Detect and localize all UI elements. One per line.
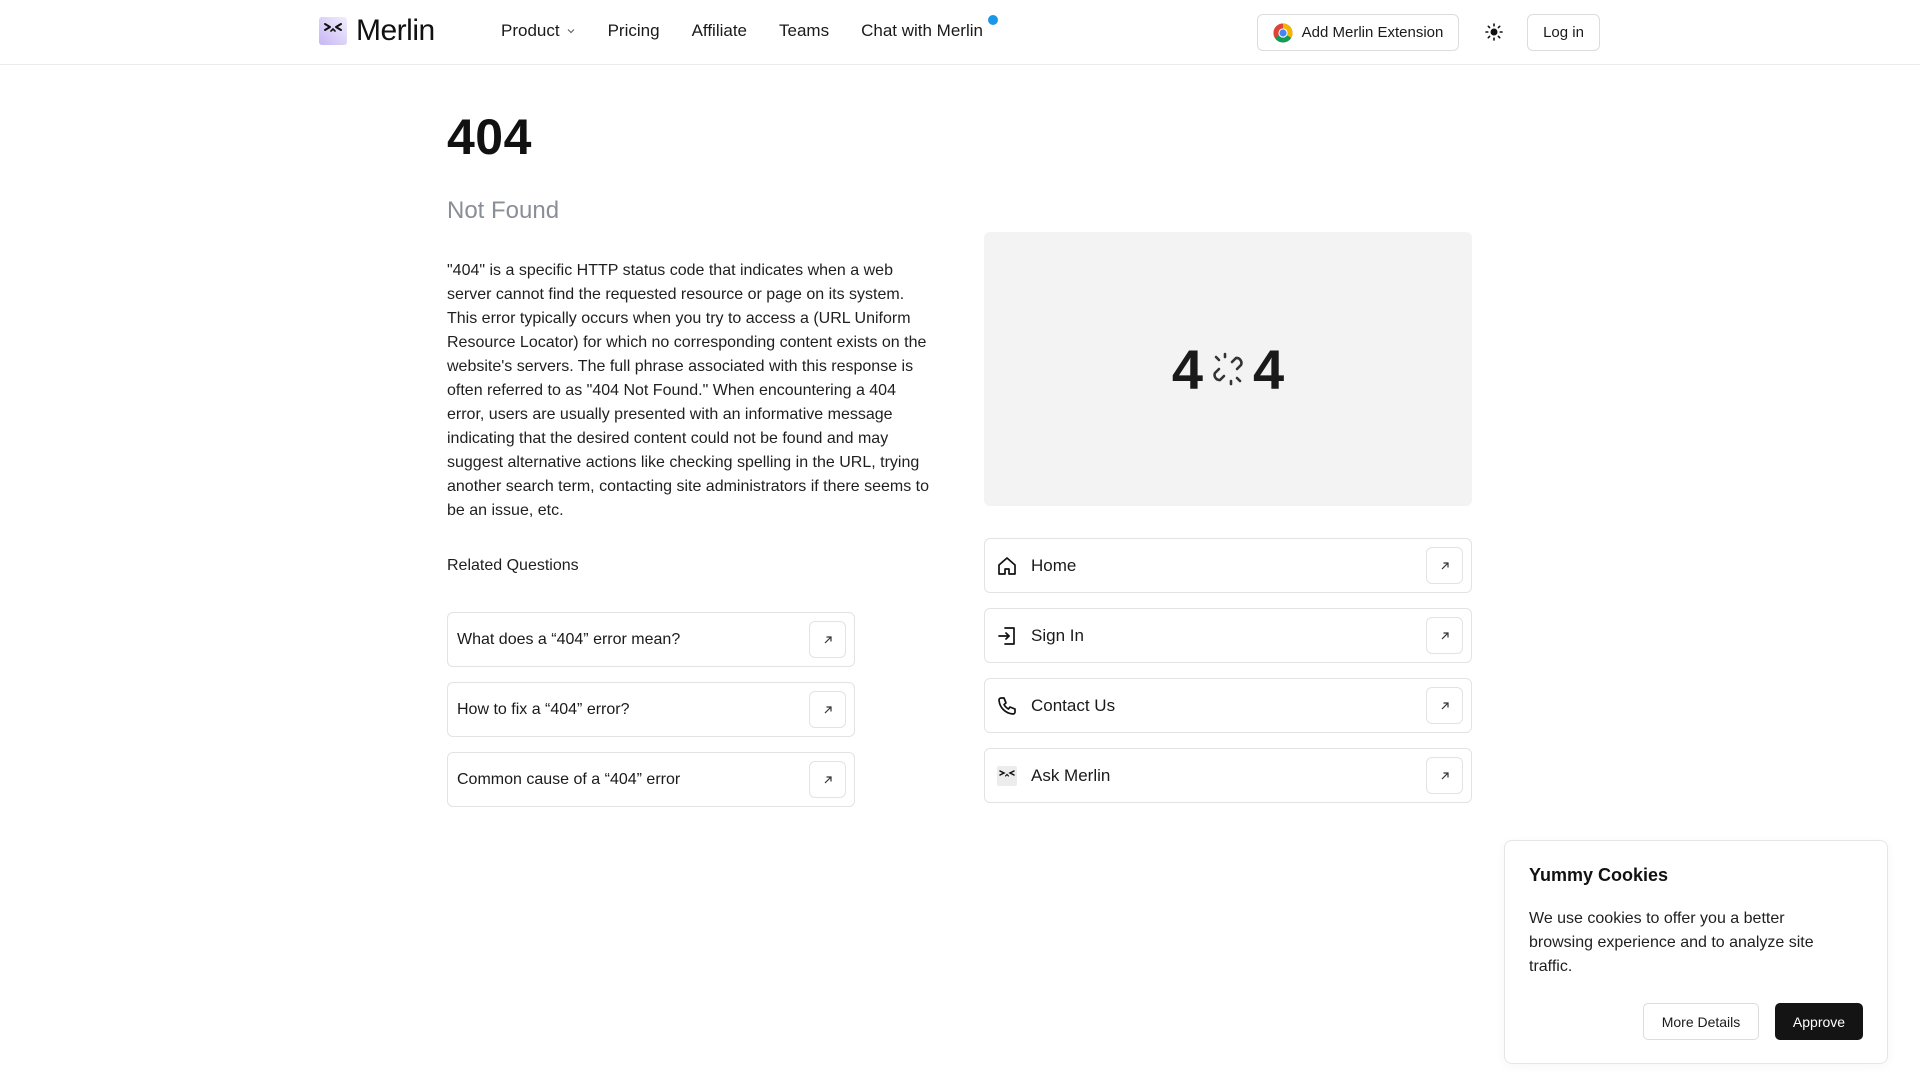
main-nav xyxy=(501,21,1015,41)
open-arrow-button[interactable] xyxy=(1426,687,1463,724)
nav-product[interactable] xyxy=(501,21,576,41)
arrow-up-right-icon xyxy=(822,774,834,786)
cookie-text: We use cookies to offer you a better browsing experience and to analyze site traffic. xyxy=(1529,910,1814,975)
nav-pricing[interactable] xyxy=(608,21,660,41)
nav-product-label: Product xyxy=(501,21,560,40)
question-label: Common cause of a “404” error xyxy=(457,770,681,788)
related-question-card[interactable] xyxy=(447,682,855,737)
nav-chat-label: Chat with Merlin xyxy=(861,21,983,40)
nav-teams-label: Teams xyxy=(779,21,830,40)
nav-chat-with-merlin[interactable] xyxy=(861,21,983,41)
related-question-card[interactable] xyxy=(447,612,855,667)
broken-link-icon xyxy=(1207,348,1249,390)
arrow-up-right-icon xyxy=(1439,770,1451,782)
page-subtitle: Not Found xyxy=(447,197,560,224)
404-illustration xyxy=(984,232,1472,506)
open-arrow-button[interactable] xyxy=(1426,547,1463,584)
link-label: Sign In xyxy=(1031,625,1084,645)
illustration-digit-left: 4 xyxy=(1171,337,1203,401)
link-contact-us[interactable] xyxy=(984,678,1472,733)
link-ask-merlin[interactable] xyxy=(984,748,1472,803)
link-sign-in[interactable] xyxy=(984,608,1472,663)
arrow-up-right-icon xyxy=(1439,700,1451,712)
error-description: "404" is a specific HTTP status code that indicates when a web server cannot find the requested resource or page on its system. This error typically occurs when you try to access a (URL Uniform Resource Locator) for which no corresponding content exists on the website's servers. The full phrase associated with this response is often referred to as "404 Not Found." When encountering a 404 error, users are usually presented with an informative message indicating that the desired content could not be found and may suggest alternative actions like checking spelling in the URL, trying another search term, contacting site administrators if there seems to be an issue, etc. xyxy=(447,262,929,519)
related-question-card[interactable] xyxy=(447,752,855,807)
theme-toggle[interactable] xyxy=(1480,18,1508,46)
nav-pricing-label: Pricing xyxy=(607,21,660,40)
approve-button[interactable]: Approve xyxy=(1775,1003,1863,1040)
chrome-icon xyxy=(1273,23,1293,43)
link-label: Home xyxy=(1031,555,1077,575)
open-arrow-button[interactable] xyxy=(809,761,846,798)
related-questions-heading: Related Questions xyxy=(447,557,579,574)
open-arrow-button[interactable] xyxy=(1426,617,1463,654)
more-details-button[interactable]: More Details xyxy=(1643,1003,1759,1040)
merlin-logo-icon xyxy=(996,765,1018,787)
cookie-title: Yummy Cookies xyxy=(1529,865,1669,885)
arrow-up-right-icon xyxy=(822,634,834,646)
logo-text: Merlin xyxy=(356,14,435,47)
sign-in-icon xyxy=(996,625,1018,647)
open-arrow-button[interactable] xyxy=(1426,757,1463,794)
phone-icon xyxy=(996,695,1018,717)
sun-icon xyxy=(1485,23,1503,41)
open-arrow-button[interactable] xyxy=(809,691,846,728)
chevron-down-icon xyxy=(566,26,576,36)
new-badge-dot xyxy=(988,15,998,25)
add-extension-label: Add Merlin Extension xyxy=(1301,24,1444,41)
merlin-logo-link[interactable] xyxy=(318,14,435,48)
add-extension-button[interactable] xyxy=(1257,14,1459,51)
link-label: Contact Us xyxy=(1031,695,1116,715)
link-home[interactable] xyxy=(984,538,1472,593)
arrow-up-right-icon xyxy=(1439,560,1451,572)
nav-teams[interactable] xyxy=(779,21,829,41)
nav-affiliate-label: Affiliate xyxy=(691,21,748,40)
top-navbar xyxy=(0,0,1920,65)
open-arrow-button[interactable] xyxy=(809,621,846,658)
cookie-banner xyxy=(1504,840,1888,1064)
illustration-digit-right: 4 xyxy=(1253,337,1285,401)
arrow-up-right-icon xyxy=(822,704,834,716)
page-title: 404 xyxy=(447,109,532,165)
question-label: What does a “404” error mean? xyxy=(457,630,681,648)
login-button[interactable]: Log in xyxy=(1527,14,1600,51)
home-icon xyxy=(996,555,1018,577)
question-label: How to fix a “404” error? xyxy=(457,700,630,718)
arrow-up-right-icon xyxy=(1439,630,1451,642)
merlin-logo-icon xyxy=(318,16,348,46)
link-label: Ask Merlin xyxy=(1031,765,1111,785)
nav-affiliate[interactable] xyxy=(692,21,747,41)
